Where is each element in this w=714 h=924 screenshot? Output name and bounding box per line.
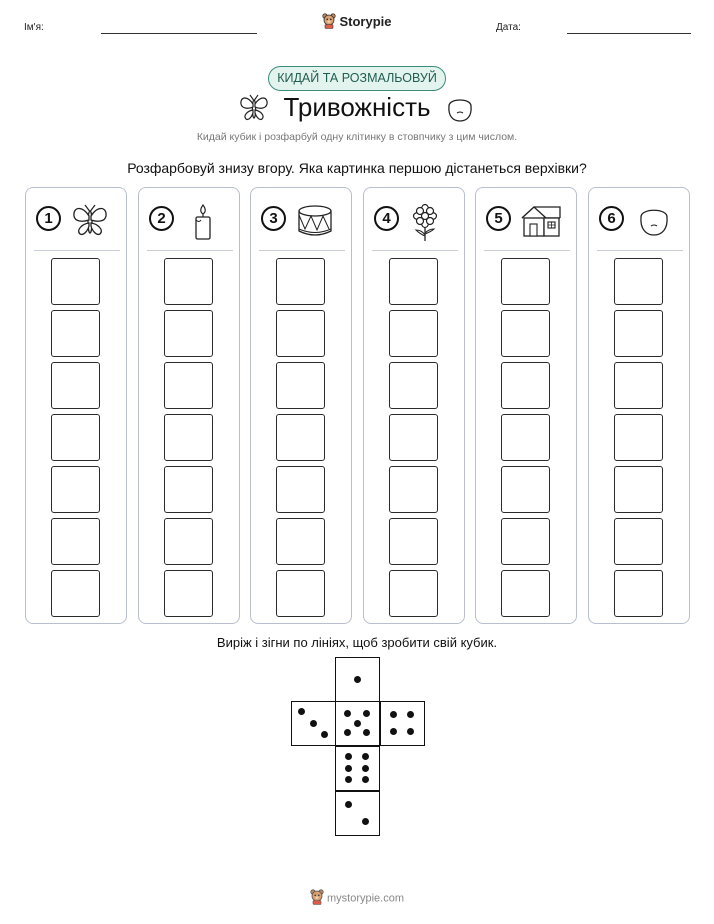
pip bbox=[344, 729, 351, 736]
color-cell[interactable] bbox=[51, 518, 100, 565]
color-cell[interactable] bbox=[276, 310, 325, 357]
cube-face-2 bbox=[335, 791, 380, 836]
pip bbox=[345, 765, 352, 772]
color-cell[interactable] bbox=[501, 518, 550, 565]
column-header bbox=[599, 204, 683, 238]
column-divider bbox=[484, 250, 570, 251]
name-line bbox=[101, 33, 257, 34]
cells bbox=[389, 258, 438, 622]
logo bbox=[0, 13, 714, 32]
color-cell[interactable] bbox=[614, 310, 663, 357]
pip bbox=[390, 711, 397, 718]
color-cell[interactable] bbox=[51, 570, 100, 617]
pip bbox=[344, 710, 351, 717]
color-cell[interactable] bbox=[51, 466, 100, 513]
pip bbox=[363, 710, 370, 717]
color-cell[interactable] bbox=[614, 466, 663, 513]
color-cell[interactable] bbox=[51, 362, 100, 409]
flower-icon bbox=[408, 204, 442, 247]
color-cell[interactable] bbox=[51, 414, 100, 461]
color-cell[interactable] bbox=[164, 414, 213, 461]
color-cell[interactable] bbox=[501, 570, 550, 617]
color-cell[interactable] bbox=[276, 518, 325, 565]
instruction: Розфарбовуй знизу вгору. Яка картинка першою дістанеться верхівки? bbox=[127, 160, 587, 176]
cube-face-4 bbox=[380, 701, 425, 746]
color-cell[interactable] bbox=[389, 258, 438, 305]
logo-text: Storypie bbox=[339, 13, 392, 29]
column-number: 2 bbox=[149, 206, 174, 231]
column-divider bbox=[147, 250, 233, 251]
color-cell[interactable] bbox=[276, 414, 325, 461]
activity-badge: КИДАЙ ТА РОЗМАЛЬОВУЙ bbox=[268, 66, 446, 91]
column-6 bbox=[588, 187, 690, 624]
pip bbox=[390, 728, 397, 735]
color-cell[interactable] bbox=[501, 466, 550, 513]
column-2 bbox=[138, 187, 240, 624]
column-divider bbox=[259, 250, 345, 251]
cube-face-6 bbox=[335, 746, 380, 791]
color-cell[interactable] bbox=[389, 570, 438, 617]
color-cell[interactable] bbox=[501, 310, 550, 357]
cells bbox=[164, 258, 213, 622]
candle-icon bbox=[191, 204, 215, 245]
pip bbox=[354, 720, 361, 727]
bear-logo-icon bbox=[322, 13, 336, 32]
color-cell[interactable] bbox=[164, 310, 213, 357]
color-cell[interactable] bbox=[276, 258, 325, 305]
color-cell[interactable] bbox=[164, 570, 213, 617]
column-divider bbox=[597, 250, 683, 251]
color-cell[interactable] bbox=[389, 466, 438, 513]
pip bbox=[298, 708, 305, 715]
color-cell[interactable] bbox=[614, 414, 663, 461]
column-number: 5 bbox=[486, 206, 511, 231]
pip bbox=[362, 776, 369, 783]
color-cell[interactable] bbox=[614, 570, 663, 617]
date-line bbox=[567, 33, 691, 34]
color-cell[interactable] bbox=[501, 258, 550, 305]
date-label: Дата: bbox=[496, 22, 521, 33]
pip bbox=[345, 801, 352, 808]
page-title: Тривожність bbox=[283, 92, 431, 122]
pip bbox=[407, 711, 414, 718]
worried-face-icon bbox=[637, 204, 671, 243]
pip bbox=[321, 731, 328, 738]
subtitle: Кидай кубик і розфарбуй одну клітинку в стовпчику з цим числом. bbox=[196, 131, 518, 143]
color-cell[interactable] bbox=[389, 414, 438, 461]
color-cell[interactable] bbox=[389, 362, 438, 409]
color-cell[interactable] bbox=[501, 414, 550, 461]
column-divider bbox=[372, 250, 458, 251]
column-1 bbox=[25, 187, 127, 624]
color-cell[interactable] bbox=[164, 466, 213, 513]
column-header bbox=[36, 204, 120, 238]
pip bbox=[362, 765, 369, 772]
color-cell[interactable] bbox=[614, 258, 663, 305]
pip bbox=[363, 729, 370, 736]
color-cell[interactable] bbox=[276, 570, 325, 617]
worried-face-icon bbox=[445, 94, 475, 129]
column-number: 1 bbox=[36, 206, 61, 231]
color-cell[interactable] bbox=[164, 258, 213, 305]
color-cell[interactable] bbox=[51, 310, 100, 357]
cube-face-1 bbox=[335, 657, 380, 702]
color-cell[interactable] bbox=[614, 362, 663, 409]
column-header bbox=[261, 204, 345, 238]
cube-face-3 bbox=[291, 701, 336, 746]
name-label: Ім'я: bbox=[24, 22, 44, 33]
cube-caption: Виріж і зігни по лініях, щоб зробити свій кубик. bbox=[216, 635, 498, 650]
pip bbox=[407, 728, 414, 735]
pip bbox=[345, 776, 352, 783]
bear-logo-icon bbox=[310, 889, 324, 908]
column-number: 4 bbox=[374, 206, 399, 231]
pip bbox=[354, 676, 361, 683]
pip bbox=[362, 753, 369, 760]
footer-url: mystorypie.com bbox=[326, 892, 405, 905]
cells bbox=[51, 258, 100, 622]
pip bbox=[310, 720, 317, 727]
butterfly-icon bbox=[70, 204, 110, 243]
color-cell[interactable] bbox=[389, 310, 438, 357]
cells bbox=[501, 258, 550, 622]
footer bbox=[0, 889, 714, 908]
color-cell[interactable] bbox=[276, 362, 325, 409]
column-4 bbox=[363, 187, 465, 624]
pip bbox=[345, 753, 352, 760]
column-header bbox=[149, 204, 233, 238]
color-cell[interactable] bbox=[51, 258, 100, 305]
title-row bbox=[0, 92, 714, 128]
column-number: 3 bbox=[261, 206, 286, 231]
color-cell[interactable] bbox=[614, 518, 663, 565]
cells bbox=[614, 258, 663, 622]
column-3 bbox=[250, 187, 352, 624]
column-header bbox=[486, 204, 570, 238]
cube-face-5 bbox=[335, 701, 380, 746]
color-cell[interactable] bbox=[501, 362, 550, 409]
color-cell[interactable] bbox=[164, 518, 213, 565]
column-5 bbox=[475, 187, 577, 624]
pip bbox=[362, 818, 369, 825]
cells bbox=[276, 258, 325, 622]
house-icon bbox=[520, 204, 562, 243]
color-cell[interactable] bbox=[276, 466, 325, 513]
color-cell[interactable] bbox=[164, 362, 213, 409]
column-number: 6 bbox=[599, 206, 624, 231]
color-cell[interactable] bbox=[389, 518, 438, 565]
column-header bbox=[374, 204, 458, 238]
drum-icon bbox=[295, 204, 335, 243]
column-divider bbox=[34, 250, 120, 251]
